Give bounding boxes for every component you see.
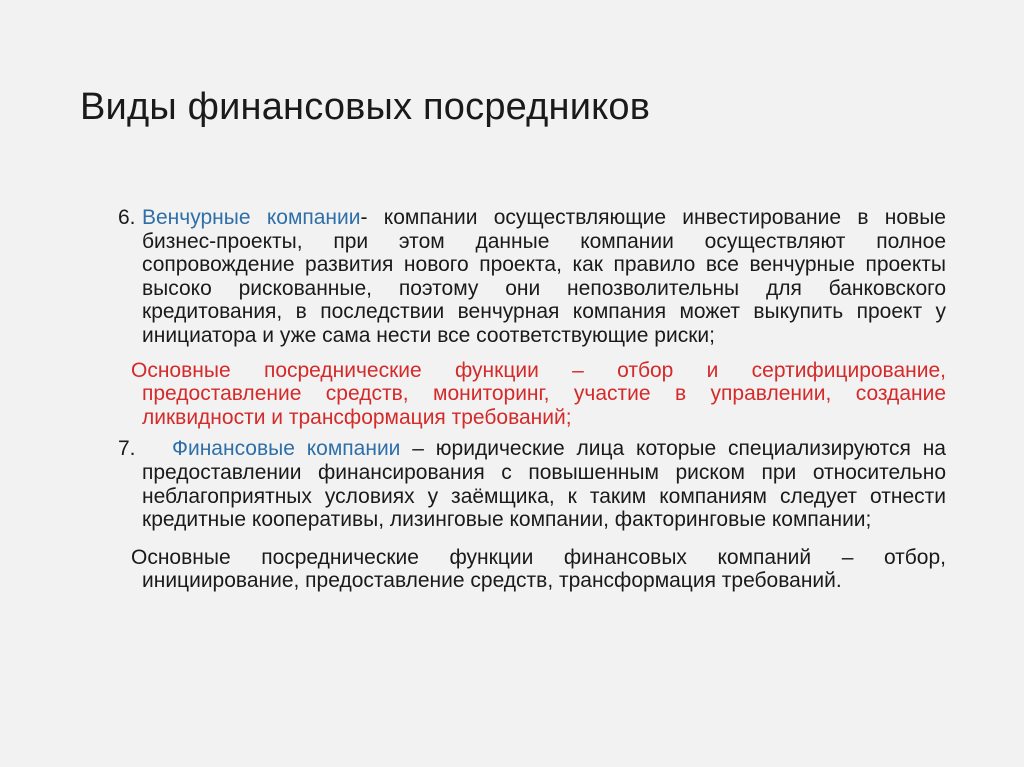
list-item-7 xyxy=(118,437,946,531)
item-body xyxy=(142,437,946,531)
functions-finance: Основные посреднические функции финансовых компаний – отбор, инициирование, предоставление средств, трансформация требований. xyxy=(131,545,946,593)
slide-title: Виды финансовых посредников xyxy=(80,86,651,128)
term-finance-companies: Финансовые компании xyxy=(172,437,401,461)
list-item-6 xyxy=(118,206,946,348)
term-venture-companies: Венчурные компании xyxy=(142,206,361,229)
item-body xyxy=(142,206,946,348)
slide-content xyxy=(118,206,946,593)
item-number: 6. xyxy=(118,206,136,229)
item-number: 7. xyxy=(118,437,136,461)
functions-venture: Основные посреднические функции – отбор и сертифицирование, предоставление средств, мониторинг, участие в управлении, создание ликвидности и трансформация требований; xyxy=(131,358,946,429)
item-text: – юридические лица которые специализируются на предоставлении финансирования с повышенным риском при относительно неблагоприятных условиях у заёмщика, к таким компаниям следует отнести кредитные кооперативы, лизинговые компании, факторинговые компании; xyxy=(142,437,946,532)
item-text: - компании осуществляющие инвестирование в новые бизнес-проекты, при этом данные компании осуществляют полное сопровождение развития нового проекта, как правило все венчурные проекты высоко рискованные, поэтому они непозволительны для банковского кредитования, в последствии венчурная компания может выкупить проект у инициатора и уже сама нести все соответствующие риски; xyxy=(142,206,946,347)
